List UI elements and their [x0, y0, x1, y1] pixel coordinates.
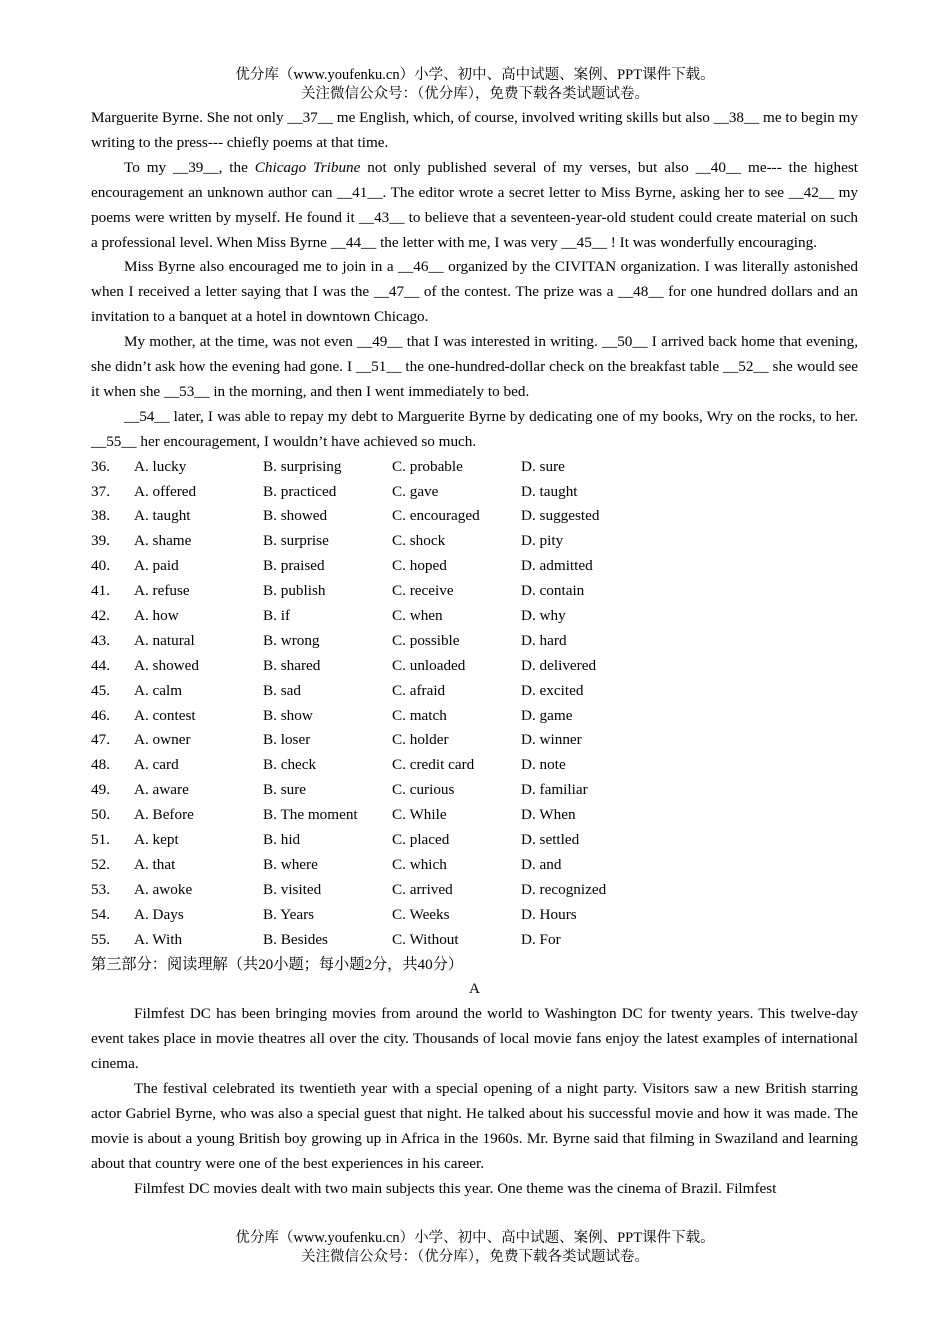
option-d: D. pity [521, 532, 564, 550]
option-c: C. While [392, 806, 447, 824]
option-d: D. and [521, 855, 562, 873]
option-d: D. contain [521, 582, 585, 600]
option-a: A. taught [134, 507, 191, 525]
option-c: C. match [392, 706, 447, 724]
option-d: D. taught [521, 482, 578, 500]
option-c: C. possible [392, 631, 460, 649]
option-d: D. settled [521, 831, 580, 849]
option-c: C. afraid [392, 681, 446, 699]
page-header [0, 66, 950, 104]
footer-line-1: 优分库（www.youfenku.cn）小学、初中、高中试题、案例、PPT课件下载。 [235, 1230, 715, 1246]
question-number: 40. [91, 557, 110, 575]
question-row [91, 778, 858, 803]
option-b: B. loser [263, 731, 311, 749]
question-number: 41. [91, 582, 110, 600]
option-c: C. placed [392, 831, 450, 849]
option-a: A. contest [134, 706, 196, 724]
option-c: C. Weeks [392, 905, 450, 923]
question-number: 39. [91, 532, 110, 550]
question-row [91, 529, 858, 554]
option-a: A. lucky [134, 457, 187, 475]
question-number: 49. [91, 781, 110, 799]
option-b: B. showed [263, 507, 328, 525]
passage-paragraph-2-rest: not only published several of my verses, but also __40__ me--- the highest encouragement an unknown author can __41__. The editor wrote a secret letter to Miss Byrne, asking her to see __42__ my poems were written by myself. He found it __43__ to believe that a seventeen-year-old student could create material on such a professional level. When Miss Byrne __44__ the letter with me, I was very __45__ ! It was wonderfully encouraging. [91, 158, 858, 251]
option-a: A. calm [134, 681, 183, 699]
header-line-1: 优分库（www.youfenku.cn）小学、初中、高中试题、案例、PPT课件下载。 [235, 67, 715, 83]
option-d: D. recognized [521, 880, 607, 898]
reading-part-label: A [469, 980, 480, 998]
passage-paragraph-4: My mother, at the time, was not even __49__ that I was interested in writing. __50__ I arrived back home that evening, she didn’t ask how the evening had gone. I __51__ the one-hundred-dollar check on the breakfast table __52__ she would see it when she __53__ in the morning, and then I went immediately to bed. [91, 333, 858, 400]
question-row [91, 728, 858, 753]
question-row [91, 753, 858, 778]
option-c: C. encouraged [392, 507, 480, 525]
option-b: B. Besides [263, 930, 328, 948]
option-a: A. With [134, 930, 183, 948]
question-number: 37. [91, 482, 110, 500]
option-b: B. wrong [263, 631, 320, 649]
option-b: B. if [263, 607, 291, 625]
question-number: 44. [91, 656, 110, 674]
option-a: A. Before [134, 806, 194, 824]
question-row [91, 828, 858, 853]
option-d: D. Hours [521, 905, 577, 923]
option-a: A. kept [134, 831, 179, 849]
option-c: C. curious [392, 781, 455, 799]
option-b: B. practiced [263, 482, 337, 500]
option-c: C. gave [392, 482, 439, 500]
passage-paragraph-5: __54__ later, I was able to repay my debt to Marguerite Byrne by dedicating one of my books, Wry on the rocks, to her. __55__ her encouragement, I wouldn’t have achieved so much. [91, 407, 858, 450]
passage-paragraph-2 [91, 156, 858, 256]
question-number: 46. [91, 706, 110, 724]
option-d: D. familiar [521, 781, 588, 799]
option-a: A. Days [134, 905, 184, 923]
question-row [91, 878, 858, 903]
option-a: A. awoke [134, 880, 193, 898]
option-c: C. shock [392, 532, 446, 550]
option-d: D. suggested [521, 507, 600, 525]
question-row [91, 455, 858, 480]
option-d: D. delivered [521, 656, 597, 674]
option-a: A. refuse [134, 582, 190, 600]
question-number: 48. [91, 756, 110, 774]
option-c: C. holder [392, 731, 449, 749]
option-b: B. publish [263, 582, 326, 600]
option-a: A. card [134, 756, 179, 774]
option-a: A. aware [134, 781, 189, 799]
option-a: A. how [134, 607, 179, 625]
question-number: 42. [91, 607, 110, 625]
option-b: B. shared [263, 656, 321, 674]
option-a: A. owner [134, 731, 191, 749]
passage-paragraph-3: Miss Byrne also encouraged me to join in a __46__ organized by the CIVITAN organization. I was literally astonished when I received a letter saying that I was the __47__ of the contest. The prize was a __48__ for one hundred dollars and an invitation to a banquet at a hotel in downtown Chicago. [91, 258, 858, 326]
option-b: B. The moment [263, 806, 358, 824]
question-number: 54. [91, 905, 110, 923]
option-a: A. offered [134, 482, 197, 500]
option-a: A. paid [134, 557, 179, 575]
option-c: C. arrived [392, 880, 453, 898]
question-number: 55. [91, 930, 110, 948]
option-c: C. Without [392, 930, 459, 948]
question-row [91, 803, 858, 828]
question-number: 45. [91, 681, 110, 699]
question-number: 38. [91, 507, 110, 525]
option-d: D. admitted [521, 557, 593, 575]
question-number: 36. [91, 457, 110, 475]
option-d: D. winner [521, 731, 582, 749]
option-a: A. shame [134, 532, 192, 550]
option-a: A. showed [134, 656, 199, 674]
question-number: 50. [91, 806, 110, 824]
cloze-options-list [91, 455, 858, 953]
newspaper-title: Chicago Tribune [254, 158, 361, 176]
option-d: D. hard [521, 631, 567, 649]
question-row [91, 679, 858, 704]
question-number: 47. [91, 731, 110, 749]
option-c: C. credit card [392, 756, 475, 774]
section-3-title: 第三部分：阅读理解（共20小题；每小题2分，共40分） [91, 955, 464, 973]
question-number: 43. [91, 631, 110, 649]
option-d: D. excited [521, 681, 584, 699]
option-b: B. praised [263, 557, 325, 575]
question-row [91, 629, 858, 654]
option-d: D. why [521, 607, 566, 625]
option-c: C. when [392, 607, 443, 625]
reading-paragraph-3: Filmfest DC movies dealt with two main subjects this year. One theme was the cinema of Brazil. Filmfest [134, 1179, 777, 1197]
option-b: B. hid [263, 831, 301, 849]
question-row [91, 480, 858, 505]
footer-line-2: 关注微信公众号：（优分库），免费下载各类试题试卷。 [301, 1249, 649, 1265]
passage-paragraph-2-start: To my __39__, the [124, 158, 255, 176]
option-a: A. natural [134, 631, 195, 649]
option-c: C. which [392, 855, 447, 873]
option-c: C. unloaded [392, 656, 466, 674]
reading-paragraph-1: Filmfest DC has been bringing movies from around the world to Washington DC for twenty years. This twelve-day event takes place in movie theatres all over the city. Thousands of local movie fans enjoy the latest examples of international cinema. [91, 1005, 858, 1073]
question-number: 52. [91, 855, 110, 873]
question-row [91, 554, 858, 579]
passage-paragraph-1: Marguerite Byrne. She not only __37__ me English, which, of course, involved writing skills but also __38__ me to begin my writing to the press--- chiefly poems at that time. [91, 109, 858, 151]
option-b: B. check [263, 756, 317, 774]
question-row [91, 853, 858, 878]
option-c: C. probable [392, 457, 463, 475]
option-d: D. game [521, 706, 573, 724]
option-b: B. Years [263, 905, 315, 923]
option-b: B. sure [263, 781, 307, 799]
question-row [91, 704, 858, 729]
question-row [91, 928, 858, 953]
option-d: D. For [521, 930, 561, 948]
option-b: B. visited [263, 880, 322, 898]
option-b: B. show [263, 706, 313, 724]
option-d: D. When [521, 806, 576, 824]
option-b: B. surprise [263, 532, 329, 550]
question-number: 51. [91, 831, 110, 849]
question-row [91, 654, 858, 679]
question-row [91, 504, 858, 529]
option-b: B. surprising [263, 457, 342, 475]
option-c: C. receive [392, 582, 454, 600]
question-number: 53. [91, 880, 110, 898]
question-row [91, 903, 858, 928]
page-footer [0, 1229, 950, 1267]
option-b: B. where [263, 855, 318, 873]
header-line-2: 关注微信公众号：（优分库），免费下载各类试题试卷。 [301, 86, 649, 102]
option-a: A. that [134, 855, 176, 873]
option-c: C. hoped [392, 557, 447, 575]
question-row [91, 579, 858, 604]
question-row [91, 604, 858, 629]
document-body [91, 106, 858, 1202]
option-d: D. note [521, 756, 566, 774]
reading-paragraph-2: The festival celebrated its twentieth year with a special opening of a night party. Visitors saw a new British starring actor Gabriel Byrne, who was also a special guest that night. He talked about his successful movie and how it was made. The movie is about a young British boy growing up in Africa in the 1960s. Mr. Byrne said that filming in Swaziland and learning about that country were one of the best experiences in his career. [91, 1080, 858, 1172]
option-d: D. sure [521, 457, 565, 475]
option-b: B. sad [263, 681, 301, 699]
